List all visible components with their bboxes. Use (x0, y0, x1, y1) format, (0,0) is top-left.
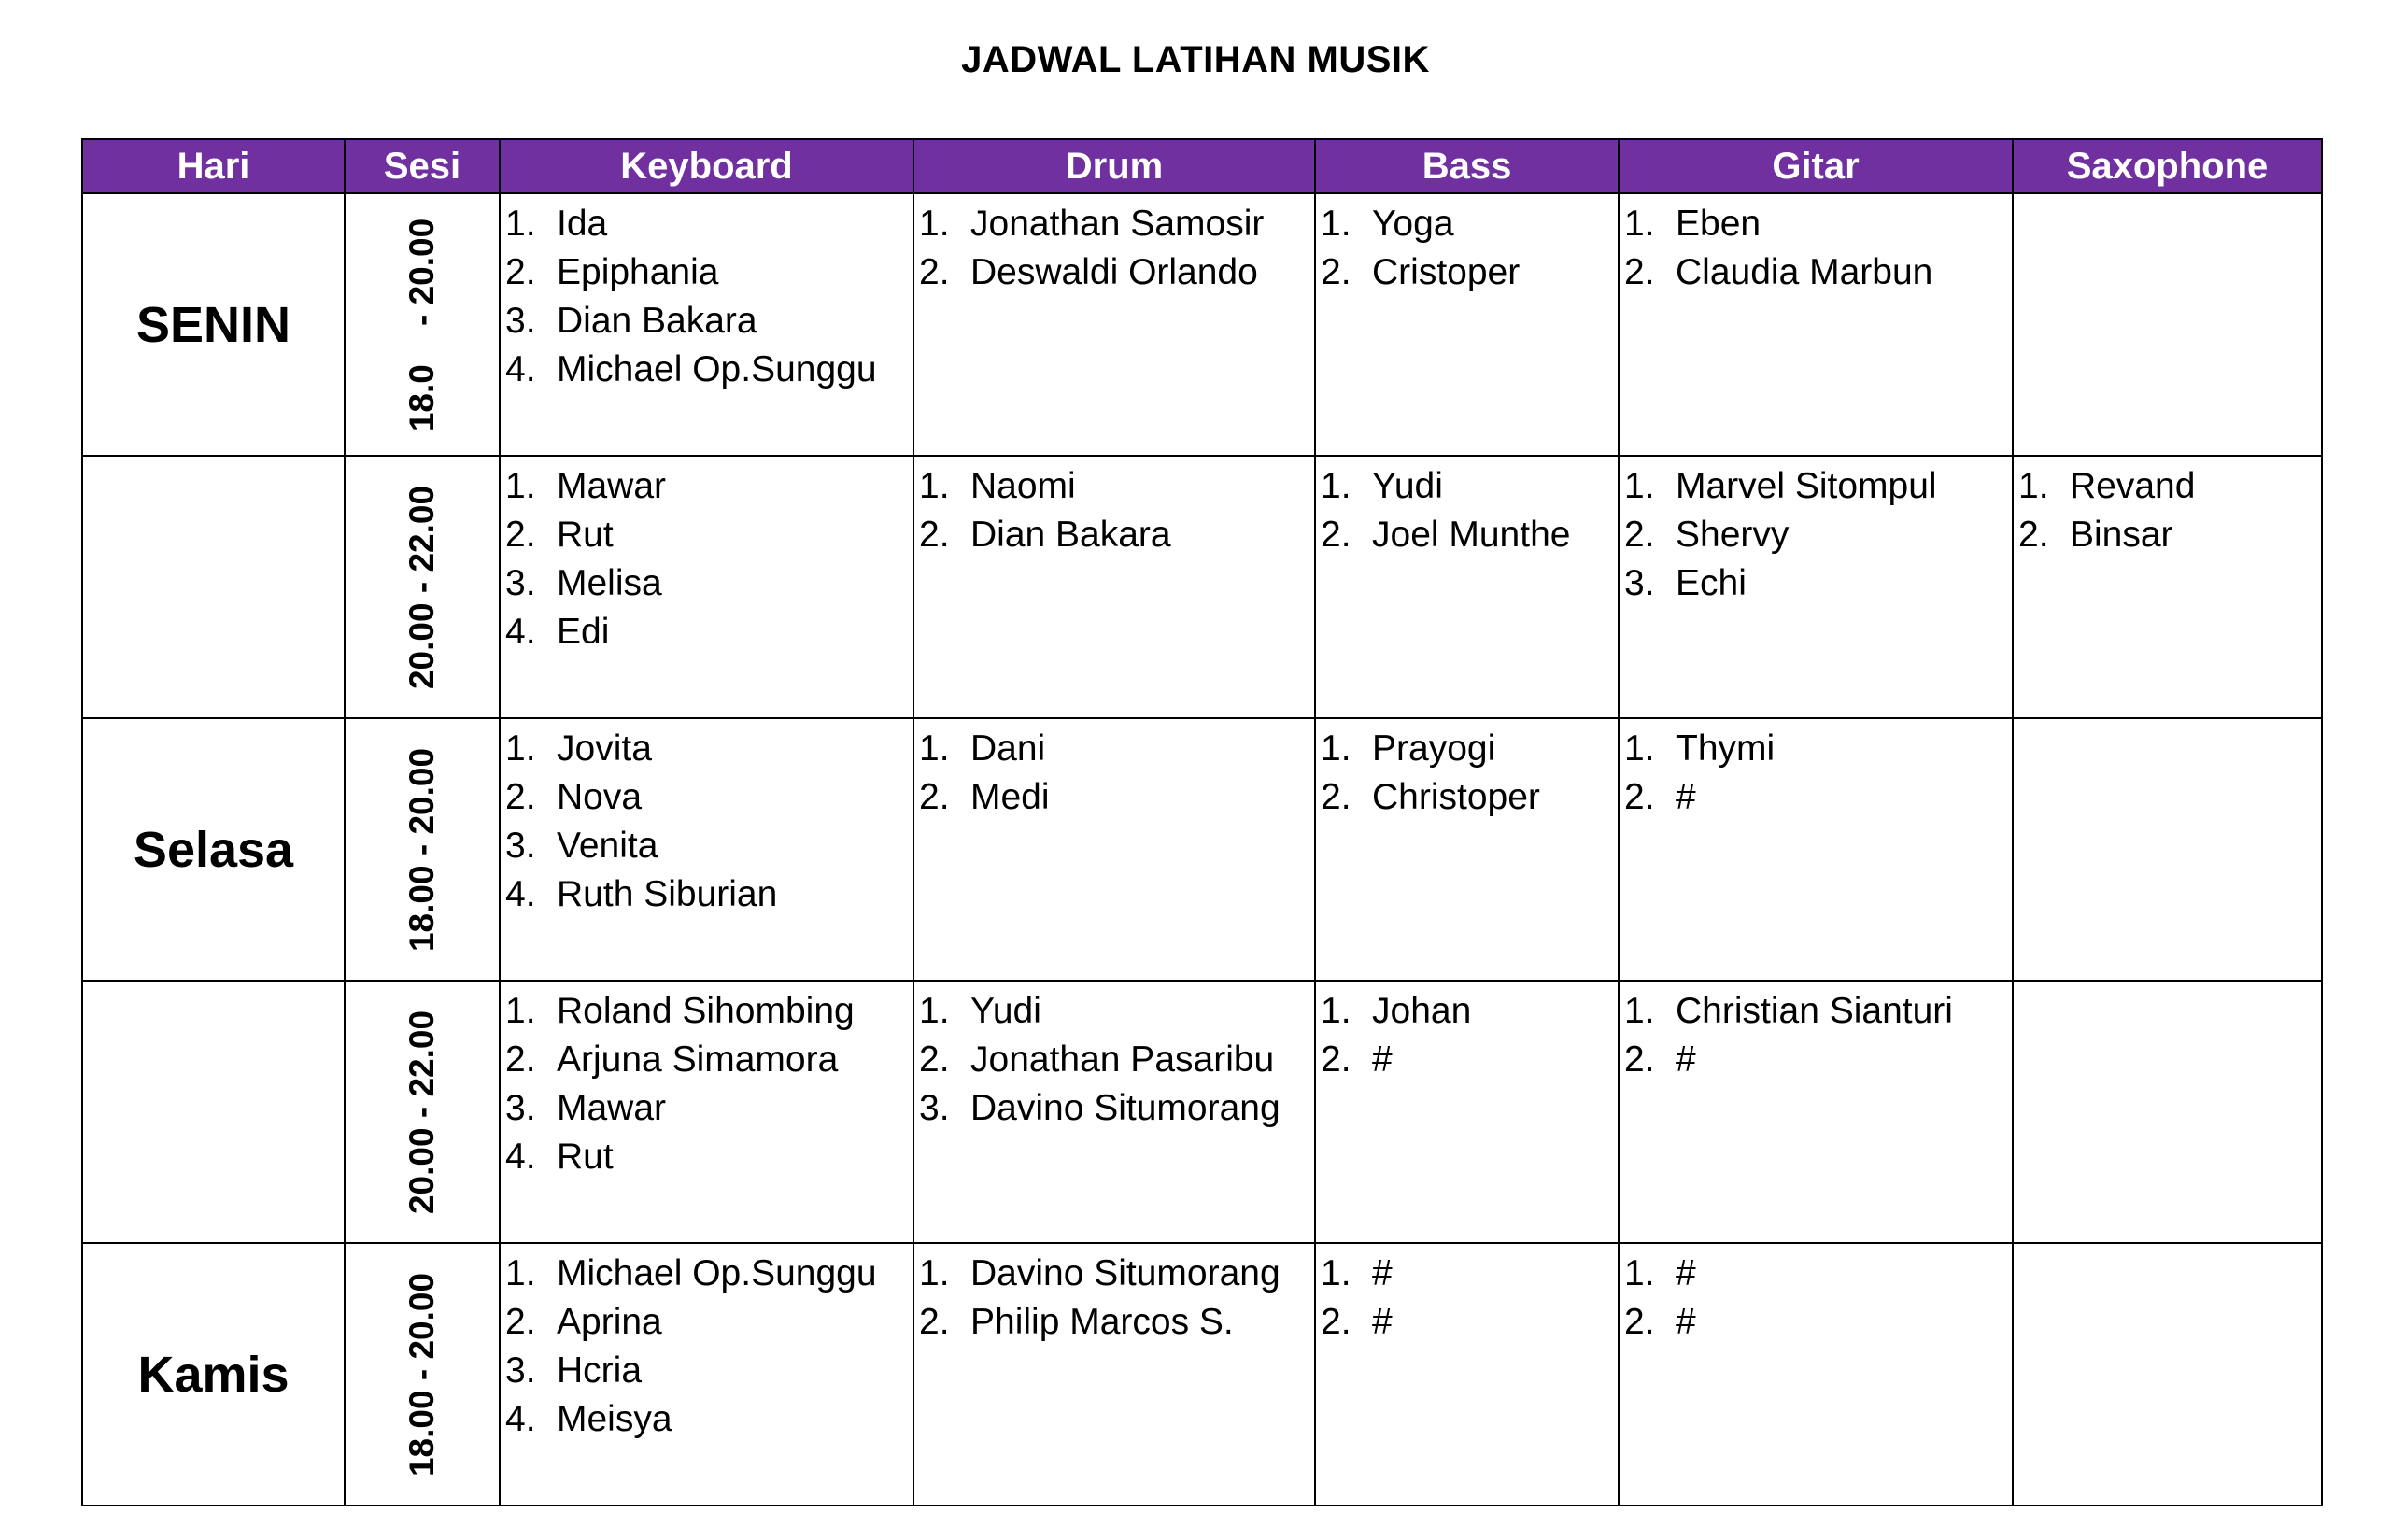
drum-cell (913, 718, 1315, 981)
list-item (505, 725, 913, 773)
drum-cell (913, 193, 1315, 456)
bass-cell (1315, 193, 1619, 456)
gitar-cell (1619, 193, 2013, 456)
drum-list (914, 194, 1314, 297)
list-item (1624, 1036, 2012, 1084)
header-bass: Bass (1315, 139, 1619, 193)
list-item (1624, 248, 2012, 297)
bass-cell (1315, 718, 1619, 981)
list-item (1624, 559, 2012, 608)
list-item (505, 1036, 913, 1084)
list-item (919, 248, 1314, 297)
schedule-row (82, 1243, 2322, 1505)
saxophone-cell (2013, 981, 2322, 1243)
gitar-cell (1619, 718, 2013, 981)
participant-name: # (1372, 1302, 1393, 1342)
list-item (505, 248, 913, 297)
bass-cell (1315, 456, 1619, 718)
list-item (505, 346, 913, 394)
keyboard-list (501, 719, 913, 919)
list-number: 2. (2018, 515, 2049, 555)
list-item (919, 200, 1314, 248)
sesi-cell (345, 981, 500, 1243)
list-item (1321, 248, 1618, 297)
list-item (919, 1036, 1314, 1084)
list-item (919, 987, 1314, 1036)
list-item (505, 559, 913, 608)
drum-cell (913, 456, 1315, 718)
list-item (1624, 511, 2012, 559)
list-number: 2. (505, 1039, 536, 1080)
list-number: 2. (505, 515, 536, 555)
participant-name: Yudi (1372, 466, 1443, 506)
list-number: 1. (505, 991, 536, 1031)
list-item (505, 1084, 913, 1133)
list-item (505, 297, 913, 346)
list-item (919, 1298, 1314, 1347)
list-number: 2. (505, 1302, 536, 1342)
list-item (919, 511, 1314, 559)
list-number: 4. (505, 349, 536, 389)
list-number: 3. (505, 1088, 536, 1128)
participant-name: # (1676, 1039, 1696, 1080)
header-gitar: Gitar (1619, 139, 2013, 193)
participant-name: Davino Situmorang (970, 1088, 1280, 1128)
list-number: 2. (1321, 515, 1351, 555)
list-item (505, 773, 913, 822)
gitar-cell (1619, 981, 2013, 1243)
bass-cell (1315, 981, 1619, 1243)
schedule-row (82, 456, 2322, 718)
header-saxophone: Saxophone (2013, 139, 2322, 193)
list-item (1624, 200, 2012, 248)
list-number: 1. (1321, 728, 1351, 769)
list-item (505, 608, 913, 657)
gitar-list (1620, 457, 2012, 608)
list-item (505, 870, 913, 919)
drum-list (914, 982, 1314, 1133)
list-item (505, 1395, 913, 1444)
list-number: 1. (1321, 991, 1351, 1031)
list-number: 2. (919, 515, 950, 555)
participant-name: Davino Situmorang (970, 1253, 1280, 1293)
list-number: 2. (1624, 777, 1655, 817)
keyboard-cell (500, 1243, 913, 1505)
participant-name: Aprina (557, 1302, 662, 1342)
list-item (1624, 462, 2012, 511)
participant-name: Eben (1676, 204, 1761, 244)
list-number: 1. (1624, 204, 1655, 244)
participant-name: # (1676, 1253, 1696, 1293)
participant-name: Meisya (557, 1399, 672, 1439)
list-item (505, 822, 913, 870)
participant-name: Ida (557, 204, 608, 244)
session-time: 18.0 - 20.00 (403, 218, 441, 431)
list-item (505, 511, 913, 559)
sesi-cell (345, 1243, 500, 1505)
list-number: 2. (1624, 1302, 1655, 1342)
list-number: 2. (1321, 1039, 1351, 1080)
list-number: 1. (919, 991, 950, 1031)
participant-name: Claudia Marbun (1676, 252, 1933, 292)
list-item (1321, 725, 1618, 773)
participant-name: Medi (970, 777, 1050, 817)
list-item (919, 773, 1314, 822)
list-item (505, 462, 913, 511)
participant-name: Rut (557, 515, 614, 555)
participant-name: Prayogi (1372, 728, 1496, 769)
list-item (919, 1084, 1314, 1133)
list-item (1321, 462, 1618, 511)
list-number: 3. (505, 301, 536, 341)
keyboard-list (501, 982, 913, 1181)
participant-name: Mawar (557, 466, 667, 506)
session-time: 20.00 - 22.00 (403, 485, 441, 689)
participant-name: Deswaldi Orlando (970, 252, 1258, 292)
participant-name: Arjuna Simamora (557, 1039, 839, 1080)
list-number: 2. (1321, 777, 1351, 817)
list-item (2018, 462, 2321, 511)
sesi-cell (345, 193, 500, 456)
participant-name: Johan (1372, 991, 1472, 1031)
list-number: 1. (1321, 204, 1351, 244)
list-item (1321, 511, 1618, 559)
day-cell: Kamis (82, 1243, 345, 1505)
list-item (505, 1133, 913, 1181)
list-item (505, 200, 913, 248)
saxophone-cell (2013, 1243, 2322, 1505)
list-number: 2. (1624, 252, 1655, 292)
list-number: 1. (919, 466, 950, 506)
gitar-cell (1619, 456, 2013, 718)
list-number: 1. (1624, 728, 1655, 769)
list-number: 2. (505, 252, 536, 292)
participant-name: # (1372, 1253, 1393, 1293)
keyboard-cell (500, 193, 913, 456)
participant-name: Revand (2070, 466, 2196, 506)
participant-name: Joel Munthe (1372, 515, 1571, 555)
participant-name: Naomi (970, 466, 1076, 506)
schedule-table (81, 138, 2323, 1506)
list-number: 1. (505, 466, 536, 506)
list-item (2018, 511, 2321, 559)
list-number: 1. (919, 728, 950, 769)
document-title: JADWAL LATIHAN MUSIK (961, 39, 1430, 80)
participant-name: Binsar (2070, 515, 2173, 555)
list-number: 1. (1624, 991, 1655, 1031)
list-number: 3. (1624, 563, 1655, 603)
header-drum: Drum (913, 139, 1315, 193)
participant-name: Yudi (970, 991, 1041, 1031)
drum-list (914, 719, 1314, 822)
participant-name: Ruth Siburian (557, 874, 778, 914)
list-number: 1. (505, 204, 536, 244)
participant-name: Jonathan Samosir (970, 204, 1265, 244)
day-cell: SENIN (82, 193, 345, 456)
participant-name: Edi (557, 612, 610, 652)
sesi-cell (345, 718, 500, 981)
list-number: 1. (1321, 1253, 1351, 1293)
participant-name: # (1676, 777, 1696, 817)
keyboard-cell (500, 981, 913, 1243)
participant-name: Shervy (1676, 515, 1790, 555)
list-number: 1. (919, 204, 950, 244)
list-item (1321, 1298, 1618, 1347)
list-number: 2. (1321, 1302, 1351, 1342)
list-item (1321, 773, 1618, 822)
participant-name: Epiphania (557, 252, 719, 292)
bass-list (1316, 1244, 1618, 1347)
list-item (1624, 1298, 2012, 1347)
list-number: 3. (505, 563, 536, 603)
drum-cell (913, 1243, 1315, 1505)
gitar-cell (1619, 1243, 2013, 1505)
list-number: 2. (919, 1039, 950, 1080)
participant-name: Cristoper (1372, 252, 1521, 292)
session-time: 18.00 - 20.00 (403, 1272, 441, 1476)
session-time: 18.00 - 20.00 (403, 747, 441, 952)
list-number: 4. (505, 1399, 536, 1439)
list-item (1624, 987, 2012, 1036)
list-number: 3. (505, 826, 536, 866)
list-item (505, 1250, 913, 1298)
list-number: 3. (505, 1350, 536, 1391)
bass-cell (1315, 1243, 1619, 1505)
participant-name: Philip Marcos S. (970, 1302, 1234, 1342)
list-item (919, 725, 1314, 773)
list-number: 1. (505, 728, 536, 769)
list-number: 1. (1321, 466, 1351, 506)
list-item (1624, 725, 2012, 773)
saxophone-cell (2013, 718, 2322, 981)
list-number: 2. (919, 777, 950, 817)
participant-name: Yoga (1372, 204, 1454, 244)
participant-name: Thymi (1676, 728, 1776, 769)
schedule-row (82, 981, 2322, 1243)
bass-list (1316, 982, 1618, 1084)
bass-list (1316, 194, 1618, 297)
list-number: 2. (505, 777, 536, 817)
keyboard-cell (500, 718, 913, 981)
gitar-list (1620, 982, 2012, 1084)
participant-name: Marvel Sitompul (1676, 466, 1937, 506)
keyboard-list (501, 457, 913, 657)
drum-list (914, 457, 1314, 559)
list-number: 2. (919, 1302, 950, 1342)
drum-cell (913, 981, 1315, 1243)
day-cell (82, 981, 345, 1243)
participant-name: Venita (557, 826, 658, 866)
sesi-cell (345, 456, 500, 718)
participant-name: Rut (557, 1137, 614, 1177)
schedule-row (82, 193, 2322, 456)
bass-list (1316, 457, 1618, 559)
drum-list (914, 1244, 1314, 1347)
participant-name: Dian Bakara (557, 301, 757, 341)
keyboard-cell (500, 456, 913, 718)
list-item (1321, 1036, 1618, 1084)
list-number: 4. (505, 612, 536, 652)
session-time: 20.00 - 22.00 (403, 1010, 441, 1214)
participant-name: Mawar (557, 1088, 667, 1128)
header-sesi: Sesi (345, 139, 500, 193)
participant-name: Dian Bakara (970, 515, 1171, 555)
saxophone-cell (2013, 193, 2322, 456)
list-item (505, 1347, 913, 1395)
list-item (505, 1298, 913, 1347)
participant-name: Christian Sianturi (1676, 991, 1953, 1031)
list-number: 1. (919, 1253, 950, 1293)
gitar-list (1620, 1244, 2012, 1347)
list-number: 1. (505, 1253, 536, 1293)
day-cell: Selasa (82, 718, 345, 981)
list-item (1321, 1250, 1618, 1298)
participant-name: # (1676, 1302, 1696, 1342)
participant-name: Jonathan Pasaribu (970, 1039, 1275, 1080)
participant-name: # (1372, 1039, 1393, 1080)
participant-name: Dani (970, 728, 1046, 769)
list-item (1624, 1250, 2012, 1298)
list-number: 2. (1624, 1039, 1655, 1080)
participant-name: Hcria (557, 1350, 643, 1391)
list-item (1321, 200, 1618, 248)
keyboard-list (501, 1244, 913, 1444)
list-number: 1. (1624, 1253, 1655, 1293)
keyboard-list (501, 194, 913, 394)
list-number: 2. (1321, 252, 1351, 292)
participant-name: Michael Op.Sunggu (557, 1253, 877, 1293)
gitar-list (1620, 194, 2012, 297)
list-item (919, 462, 1314, 511)
list-number: 2. (919, 252, 950, 292)
participant-name: Echi (1676, 563, 1747, 603)
list-number: 2. (1624, 515, 1655, 555)
schedule-row (82, 718, 2322, 981)
list-number: 3. (919, 1088, 950, 1128)
participant-name: Melisa (557, 563, 662, 603)
list-number: 1. (2018, 466, 2049, 506)
saxophone-cell (2013, 456, 2322, 718)
list-item (505, 987, 913, 1036)
saxophone-list (2014, 457, 2321, 559)
list-item (1624, 773, 2012, 822)
gitar-list (1620, 719, 2012, 822)
header-hari: Hari (82, 139, 345, 193)
participant-name: Nova (557, 777, 643, 817)
list-item (919, 1250, 1314, 1298)
header-row (82, 139, 2322, 193)
participant-name: Christoper (1372, 777, 1540, 817)
participant-name: Jovita (557, 728, 652, 769)
list-item (1321, 987, 1618, 1036)
header-keyboard: Keyboard (500, 139, 913, 193)
participant-name: Roland Sihombing (557, 991, 855, 1031)
list-number: 1. (1624, 466, 1655, 506)
bass-list (1316, 719, 1618, 822)
list-number: 4. (505, 1137, 536, 1177)
day-cell (82, 456, 345, 718)
participant-name: Michael Op.Sunggu (557, 349, 877, 389)
list-number: 4. (505, 874, 536, 914)
